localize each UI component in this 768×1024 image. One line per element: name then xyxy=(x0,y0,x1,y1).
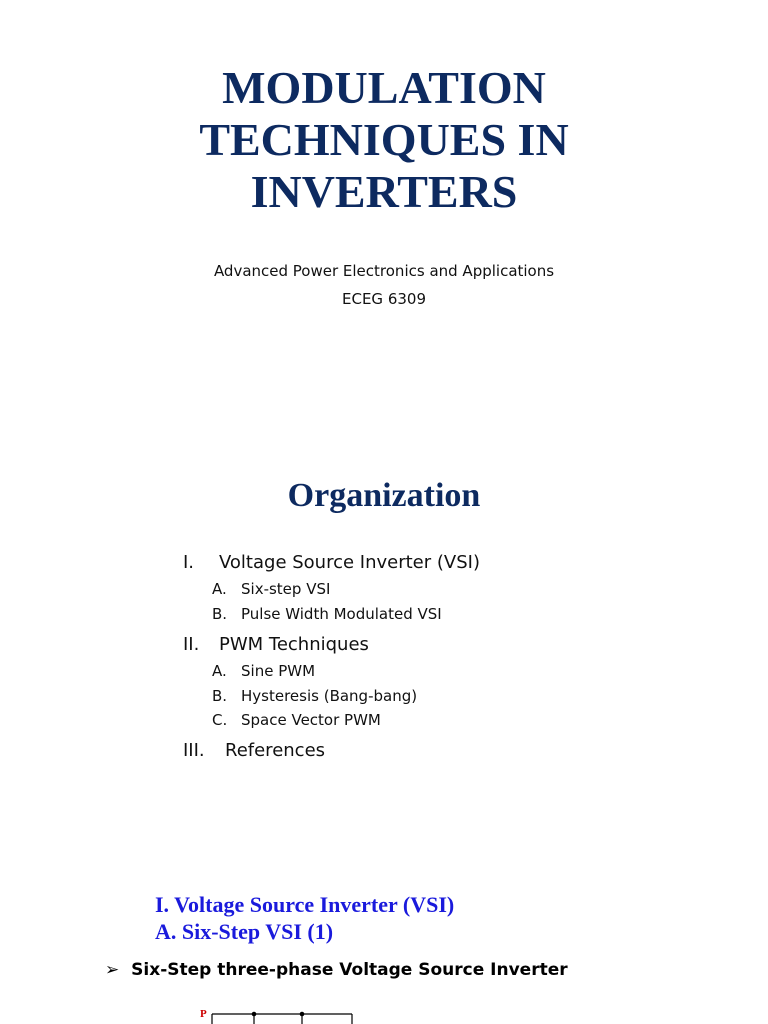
circuit-node-label: P xyxy=(200,1008,207,1020)
outline-sub-label: Pulse Width Modulated VSI xyxy=(241,605,442,623)
outline-sub-label: Space Vector PWM xyxy=(241,711,381,729)
subsection-title: A. Six-Step VSI (1) xyxy=(155,919,334,944)
course-code: ECEG 6309 xyxy=(342,290,426,308)
outline-sub-number: C. xyxy=(212,711,228,729)
junction-dot xyxy=(252,1012,257,1017)
title-line: INVERTERS xyxy=(250,166,518,217)
section-title: I. Voltage Source Inverter (VSI) xyxy=(155,892,455,917)
outline-sub-label: Hysteresis (Bang-bang) xyxy=(241,687,418,705)
outline-sub-number: A. xyxy=(212,580,227,598)
arrow-bullet-icon: ➢ xyxy=(105,960,120,980)
organization-title: Organization xyxy=(287,477,481,514)
bullet-text: Six-Step three-phase Voltage Source Inverter xyxy=(131,960,568,980)
outline-sub-label: Sine PWM xyxy=(241,662,316,680)
outline-number: III. xyxy=(183,740,205,761)
outline-label: PWM Techniques xyxy=(219,634,369,655)
outline-label: Voltage Source Inverter (VSI) xyxy=(219,552,480,573)
outline-label: References xyxy=(225,740,326,761)
bullet-item xyxy=(105,960,568,980)
inverter-circuit-diagram xyxy=(196,1004,366,1024)
outline-number: II. xyxy=(183,634,200,655)
outline-number: I. xyxy=(183,552,195,573)
outline-sub-number: B. xyxy=(212,687,228,705)
title-line: MODULATION xyxy=(222,62,546,113)
outline-sub-number: B. xyxy=(212,605,228,623)
slide-subtitle: Advanced Power Electronics and Applications xyxy=(213,262,555,280)
outline-sub-number: A. xyxy=(212,662,227,680)
outline-sub-label: Six-step VSI xyxy=(241,580,331,598)
junction-dot xyxy=(300,1012,305,1017)
title-line: TECHNIQUES IN xyxy=(199,114,569,165)
